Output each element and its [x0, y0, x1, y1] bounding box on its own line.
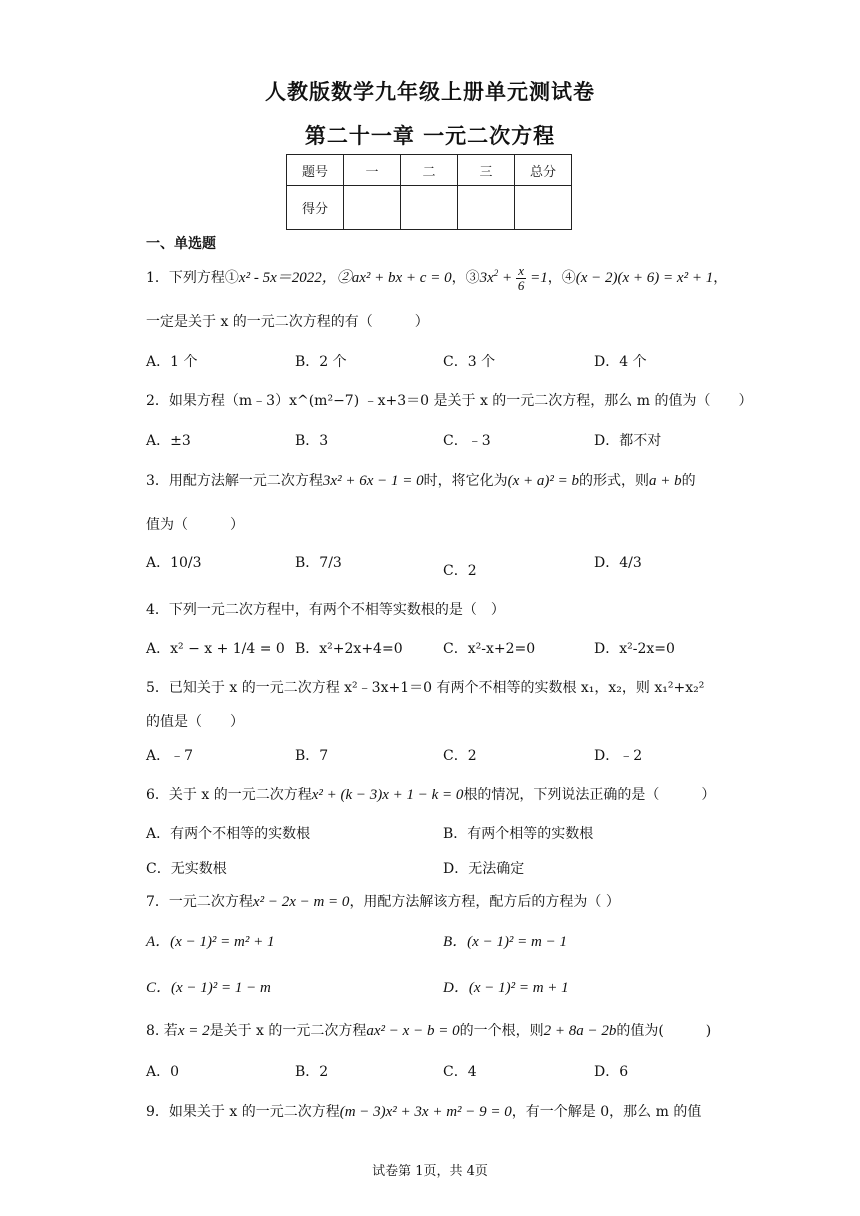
q4-option-d[interactable]: D．x²-2x=0	[594, 641, 675, 657]
q1-option-c[interactable]: C．3 个	[443, 354, 496, 370]
question-5-line2: 的值是（ ）	[146, 714, 244, 730]
question-5-stem: 5．已知关于 x 的一元二次方程 x²﹣3x+1＝0 有两个不相等的实数根 x₁，x₂，则 x₁²+x₂²	[146, 680, 705, 696]
q7-eq: x² − 2x − m = 0	[252, 894, 350, 910]
question-9-stem	[146, 1101, 701, 1121]
question-3-stem	[146, 470, 696, 490]
q3-eq3: a + b	[649, 473, 682, 489]
score-row-label: 得分	[287, 186, 344, 230]
score-header-cell: 三	[458, 155, 515, 186]
chapter-title: 第二十一章 一元二次方程	[304, 124, 556, 148]
q4-option-a[interactable]: A．x² − x + 1/4 = 0	[146, 641, 285, 657]
q6-eq: x² + (k − 3)x + 1 − k = 0	[311, 787, 464, 803]
score-cell[interactable]	[401, 186, 458, 230]
q9-text: 9．如果关于 x 的一元二次方程	[146, 1104, 340, 1120]
q8-option-a[interactable]: A．0	[146, 1064, 180, 1080]
q6-text: 6．关于 x 的一元二次方程	[146, 787, 312, 803]
q5-option-a[interactable]: A．﹣7	[146, 748, 194, 764]
q7-option-d[interactable]: D．(x − 1)² = m + 1	[443, 980, 569, 996]
q7-option-c[interactable]: C．(x − 1)² = 1 − m	[146, 980, 271, 996]
q3-text: 3．用配方法解一元二次方程	[146, 473, 323, 489]
page-footer: 试卷第 1页，共 4页	[372, 1164, 488, 1179]
q3-option-a[interactable]: A．10/3	[146, 555, 202, 571]
q6-option-b[interactable]: B．有两个相等的实数根	[443, 826, 594, 842]
q3-eq1: 3x² + 6x − 1 = 0	[322, 473, 424, 489]
score-cell[interactable]	[515, 186, 572, 230]
q4-option-b[interactable]: B．x²+2x+4=0	[295, 641, 403, 657]
q1-option-d[interactable]: D．4 个	[594, 354, 647, 370]
q3-text: 的	[681, 473, 696, 489]
q5-option-d[interactable]: D．﹣2	[594, 748, 643, 764]
q3-option-d[interactable]: D．4/3	[594, 555, 642, 571]
q8-option-b[interactable]: B．2	[295, 1064, 329, 1080]
q1-eq1: x² - 5x＝2022，②	[238, 269, 352, 286]
q3-option-c[interactable]: C．2	[443, 563, 477, 579]
q5-option-b[interactable]: B．7	[295, 748, 329, 764]
q6-text: 根的情况，下列说法正确的是（ ）	[463, 787, 716, 803]
q3-eq2: (x + a)² = b	[507, 473, 579, 489]
score-table	[286, 154, 572, 230]
q1-text: 1．下列方程①	[146, 269, 239, 286]
q8-option-d[interactable]: D．6	[594, 1064, 629, 1080]
question-7-stem	[146, 891, 620, 911]
q2-option-c[interactable]: C．﹣3	[443, 433, 491, 449]
q5-option-c[interactable]: C．2	[443, 748, 477, 764]
q8-eq3: 2 + 8a − 2b	[543, 1023, 617, 1039]
score-header-cell: 总分	[515, 155, 572, 186]
score-cell[interactable]	[344, 186, 401, 230]
question-4-stem: 4．下列一元二次方程中，有两个不相等实数根的是（ ）	[146, 602, 505, 618]
q3-option-b[interactable]: B．7/3	[295, 555, 342, 571]
q1-text: ，	[713, 269, 728, 286]
score-cell[interactable]	[458, 186, 515, 230]
q6-option-d[interactable]: D．无法确定	[443, 861, 525, 877]
q8-eq2: ax² − x − b = 0	[366, 1023, 460, 1039]
question-1-stem	[146, 264, 727, 293]
q1-text: ，③	[451, 269, 480, 286]
q1-option-a[interactable]: A．1 个	[146, 354, 198, 370]
q9-text: ，有一个解是 0，那么 m 的值	[511, 1104, 702, 1120]
question-3-line2: 值为（ ）	[146, 517, 244, 533]
question-2-stem: 2．如果方程（m﹣3）x^(m²−7) ﹣x+3＝0 是关于 x 的一元二次方程，那么 m 的值为（ ）	[146, 393, 753, 409]
q8-text: 是关于 x 的一元二次方程	[209, 1023, 367, 1039]
q2-option-b[interactable]: B．3	[295, 433, 329, 449]
score-header-cell: 题号	[287, 155, 344, 186]
q7-text: 7．一元二次方程	[146, 894, 253, 910]
q7-text: ，用配方法解该方程，配方后的方程为（ ）	[349, 894, 620, 910]
score-header-cell: 二	[401, 155, 458, 186]
q4-option-c[interactable]: C．x²-x+2=0	[443, 641, 536, 657]
q6-option-a[interactable]: A．有两个不相等的实数根	[146, 826, 311, 842]
q3-text: 的形式，则	[579, 473, 649, 489]
question-6-stem	[146, 784, 715, 804]
q8-text: 的一个根，则	[459, 1023, 544, 1039]
q1-eq3: $3x^2$ + $\frac{x}{6}$ =1	[479, 263, 548, 293]
score-table-header-row	[287, 155, 572, 186]
question-1-line2: 一定是关于 x 的一元二次方程的有（ ）	[146, 314, 429, 330]
q7-option-a[interactable]: A．(x − 1)² = m² + 1	[146, 934, 275, 950]
q2-option-a[interactable]: A．±3	[146, 433, 191, 449]
score-header-cell: 一	[344, 155, 401, 186]
q8-option-c[interactable]: C．4	[443, 1064, 477, 1080]
q8-eq1: x = 2	[177, 1023, 210, 1039]
q1-option-b[interactable]: B．2 个	[295, 354, 347, 370]
q1-text: ，④	[547, 269, 576, 286]
q1-eq4: (x − 2)(x + 6) = x² + 1	[575, 269, 714, 286]
q9-eq: (m − 3)x² + 3x + m² − 9 = 0	[339, 1104, 512, 1120]
exam-title: 人教版数学九年级上册单元测试卷	[265, 80, 595, 104]
question-8-stem	[146, 1020, 711, 1040]
q8-text: 的值为( )	[616, 1023, 712, 1039]
q7-option-b[interactable]: B．(x − 1)² = m − 1	[443, 934, 568, 950]
q8-text: 8. 若	[146, 1023, 178, 1039]
q2-option-d[interactable]: D．都不对	[594, 433, 662, 449]
q3-text: 时，将它化为	[423, 473, 508, 489]
section-heading: 一、单选题	[146, 236, 216, 252]
q6-option-c[interactable]: C．无实数根	[146, 861, 227, 877]
q1-eq2: ax² + bx + c = 0	[351, 269, 452, 286]
score-table-score-row	[287, 186, 572, 230]
